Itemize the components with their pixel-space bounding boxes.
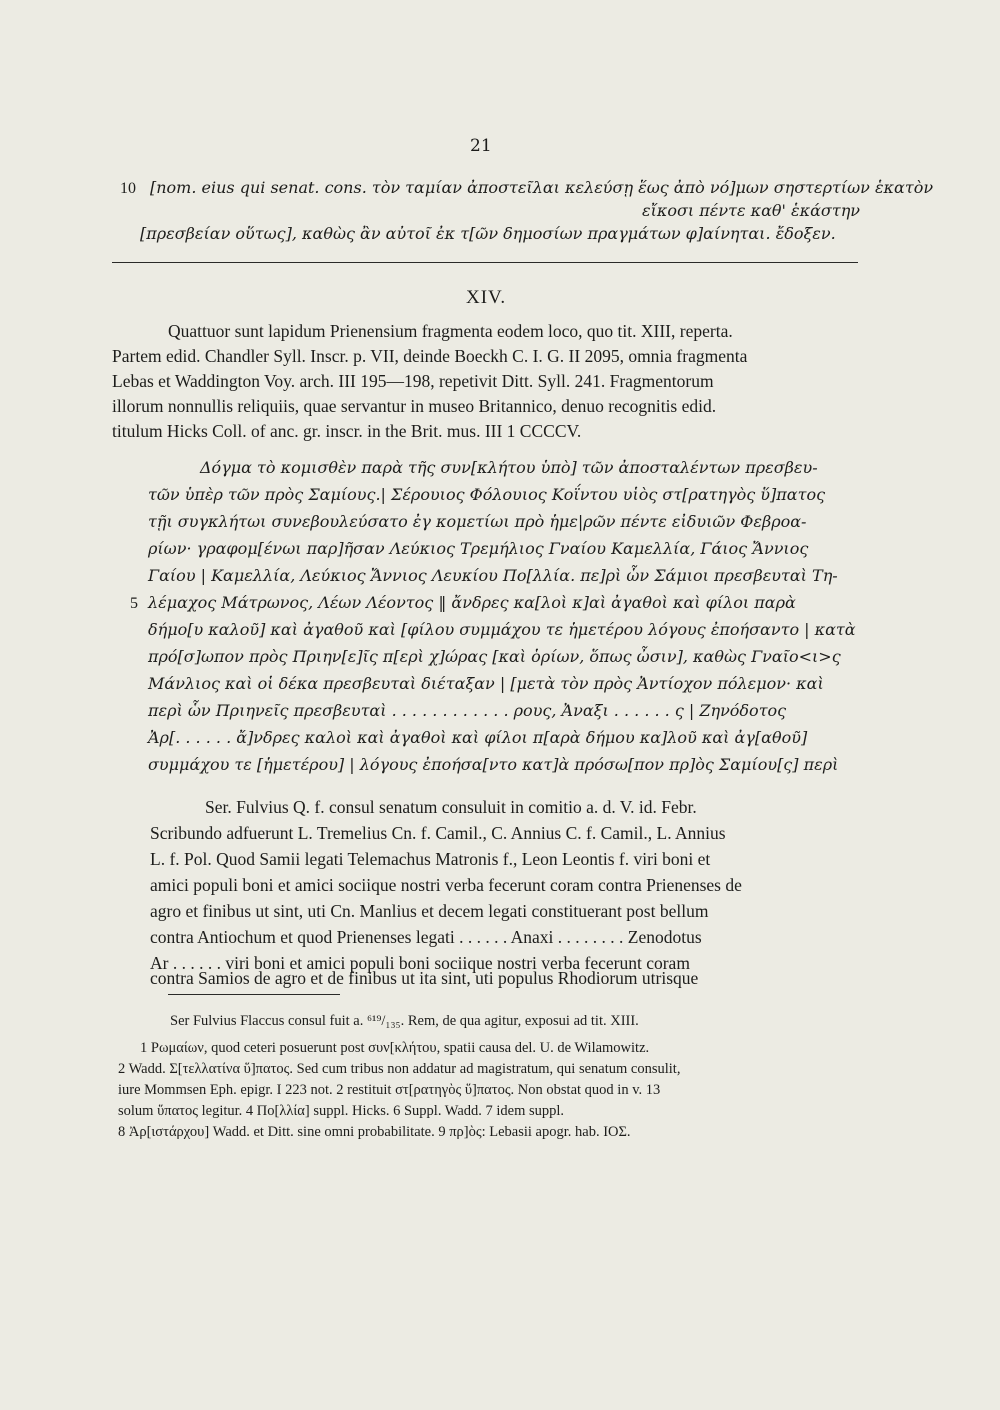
line-number-5: 5 (130, 595, 138, 612)
footnote-line-1: Ser Fulvius Flaccus consul fuit a. ⁶¹⁹/₁₃₅. Rem, de qua agitur, exposui ad tit. XIII. (170, 1013, 639, 1029)
latin-line-7: Ar . . . . . . viri boni et amici populi boni sociique nostri verba fecerunt coram (150, 953, 690, 973)
top-line-1: [nom. eius qui senat. cons. τὸν ταμίαν ἀποστεῖλαι κελεύσῃ ἕως ἀπὸ νό]μων σηστερτίων ἑκατὸν (150, 178, 934, 197)
intro-line-3: Lebas et Waddington Voy. arch. III 195—198, repetivit Ditt. Syll. 241. Fragmentorum (112, 371, 714, 391)
greek-line-10: περὶ ὧν Πριηνεῖς πρεσβευταὶ . . . . . . . . . . . . ρους, Ἀναξι . . . . . . ς | Ζηνόδοτος (148, 701, 787, 720)
footnote-line-2: 1 Ρωμαίων, quod ceteri posuerunt post συν[κλήτου, spatii causa del. U. de Wilamowitz. (140, 1040, 650, 1056)
greek-line-9: Μάνλιος καὶ οἱ δέκα πρεσβευταὶ διέταξαν | [μετὰ τὸν πρὸς Ἀντίοχον πόλεμον· καὶ (148, 674, 824, 693)
intro-line-5: titulum Hicks Coll. of anc. gr. inscr. in the Brit. mus. III 1 CCCCV. (112, 421, 582, 441)
greek-line-12: συμμάχου τε [ἡμετέρου] | λόγους ἐποήσα[ντο κατ]ὰ πρόσω[πον πρ]ὸς Σαμίου[ς] περὶ (148, 755, 839, 774)
greek-line-3: τῇι συγκλήτωι συνεβουλεύσατο ἐγ κομετίωι πρὸ ἡμε|ρῶν πέντε εἰδυιῶν Φεβροα- (148, 512, 807, 531)
page-number: 21 (470, 136, 492, 156)
greek-line-1: Δόγμα τὸ κομισθὲν παρὰ τῆς συν[κλήτου ὑπὸ] τῶν ἀποσταλέντων πρεσβευ- (200, 458, 818, 477)
intro-line-1: Quattuor sunt lapidum Prienensium fragmenta eodem loco, quo tit. XIII, reperta. (168, 321, 733, 341)
latin-line-3: L. f. Pol. Quod Samii legati Telemachus Matronis f., Leon Leontis f. viri boni et (150, 849, 711, 869)
line-number-10: 10 (120, 180, 136, 197)
greek-line-7: δήμο[υ καλοῦ] καὶ ἀγαθοῦ καὶ [φίλου συμμάχου τε ἡμετέρου λόγους ἐποήσαντο | κατὰ (148, 620, 856, 639)
footnote-line-3: 2 Wadd. Σ[τελλατίνα ὕ]πατος. Sed cum tribus non addatur ad magistratum, qui senatum consulit, (118, 1061, 681, 1077)
intro-line-2: Partem edid. Chandler Syll. Inscr. p. VII, deinde Boeckh C. I. G. II 2095, omnia fragmenta (112, 346, 748, 366)
greek-line-2: τῶν ὑπὲρ τῶν πρὸς Σαμίους.| Σέρουιος Φόλουιος Κοΐντου υἱὸς στ[ρατηγὸς ὕ]πατος (148, 485, 826, 504)
greek-line-5: Γαίου | Καμελλία, Λεύκιος Ἄννιος Λευκίου Πο[λλία. πε]ρὶ ὧν Σάμιοι πρεσβευταὶ Τη- (148, 566, 838, 585)
intro-line-4: illorum nonnullis reliquiis, quae servantur in museo Britannico, denuo recognitis edid. (112, 396, 717, 416)
greek-line-6: λέμαχος Μάτρωνος, Λέων Λέοντος ‖ ἄνδρες κα[λοὶ κ]αὶ ἀγαθοὶ καὶ φίλοι παρὰ (148, 593, 796, 612)
latin-line-1: Ser. Fulvius Q. f. consul senatum consuluit in comitio a. d. V. id. Febr. (205, 797, 697, 817)
section-title: XIV. (466, 287, 507, 308)
top-line-2: εἴκοσι πέντε καθ' ἑκάστην (642, 201, 860, 220)
footnote-line-4: iure Mommsen Eph. epigr. I 223 not. 2 restituit στ[ρατηγὸς ὕ]πατος. Non obstat quod in v. 13 (118, 1082, 661, 1098)
latin-line-6: contra Antiochum et quod Prienenses legati . . . . . . Anaxi . . . . . . . . Zenodotus (150, 927, 702, 947)
latin-line-5: agro et finibus ut sint, uti Cn. Manlius et decem legati constituerant post bellum (150, 901, 709, 921)
footnote-divider (168, 994, 340, 995)
footnote-line-5: solum ὕπατος legitur. 4 Πο[λλία] suppl. Hicks. 6 Suppl. Wadd. 7 idem suppl. (118, 1103, 565, 1119)
latin-line-4: amici populi boni et amici sociique nostri verba fecerunt coram contra Prienenses de (150, 875, 742, 895)
latin-line-2: Scribundo adfuerunt L. Tremelius Cn. f. Camil., C. Annius C. f. Camil., L. Annius (150, 823, 726, 843)
section-divider (112, 262, 858, 263)
greek-line-11: Ἀρ[. . . . . . ἄ]νδρες καλοὶ καὶ ἀγαθοὶ καὶ φίλοι π[αρὰ δήμου κα]λοῦ καὶ ἀγ[αθοῦ] (148, 728, 808, 747)
top-line-3: [πρεσβείαν οὕτως], καθὼς ἂν αὐτοῖ ἐκ τ[ῶν δημοσίων πραγμάτων φ]αίνηται. ἔδοξεν. (140, 224, 836, 243)
footnote-line-6: 8 Ἀρ[ιστάρχου] Wadd. et Ditt. sine omni probabilitate. 9 πρ]ὸς: Lebasii apogr. hab. ΙΟΣ. (118, 1124, 631, 1140)
latin-line-8: contra Samios de agro et de finibus ut ita sint, uti populus Rhodiorum utrisque (150, 968, 699, 988)
greek-line-8: πρό[σ]ωπον πρὸς Πριην[ε]ῖς π[ερὶ χ]ώρας [καὶ ὁρίων, ὅπως ὦσιν], καθὼς Γναῖο<ι>ς (148, 647, 841, 666)
greek-line-4: ρίων· γραφομ[ένωι παρ]ῆσαν Λεύκιος Τρεμήλιος Γναίου Καμελλία, Γάιος Ἄννιος (148, 539, 809, 558)
